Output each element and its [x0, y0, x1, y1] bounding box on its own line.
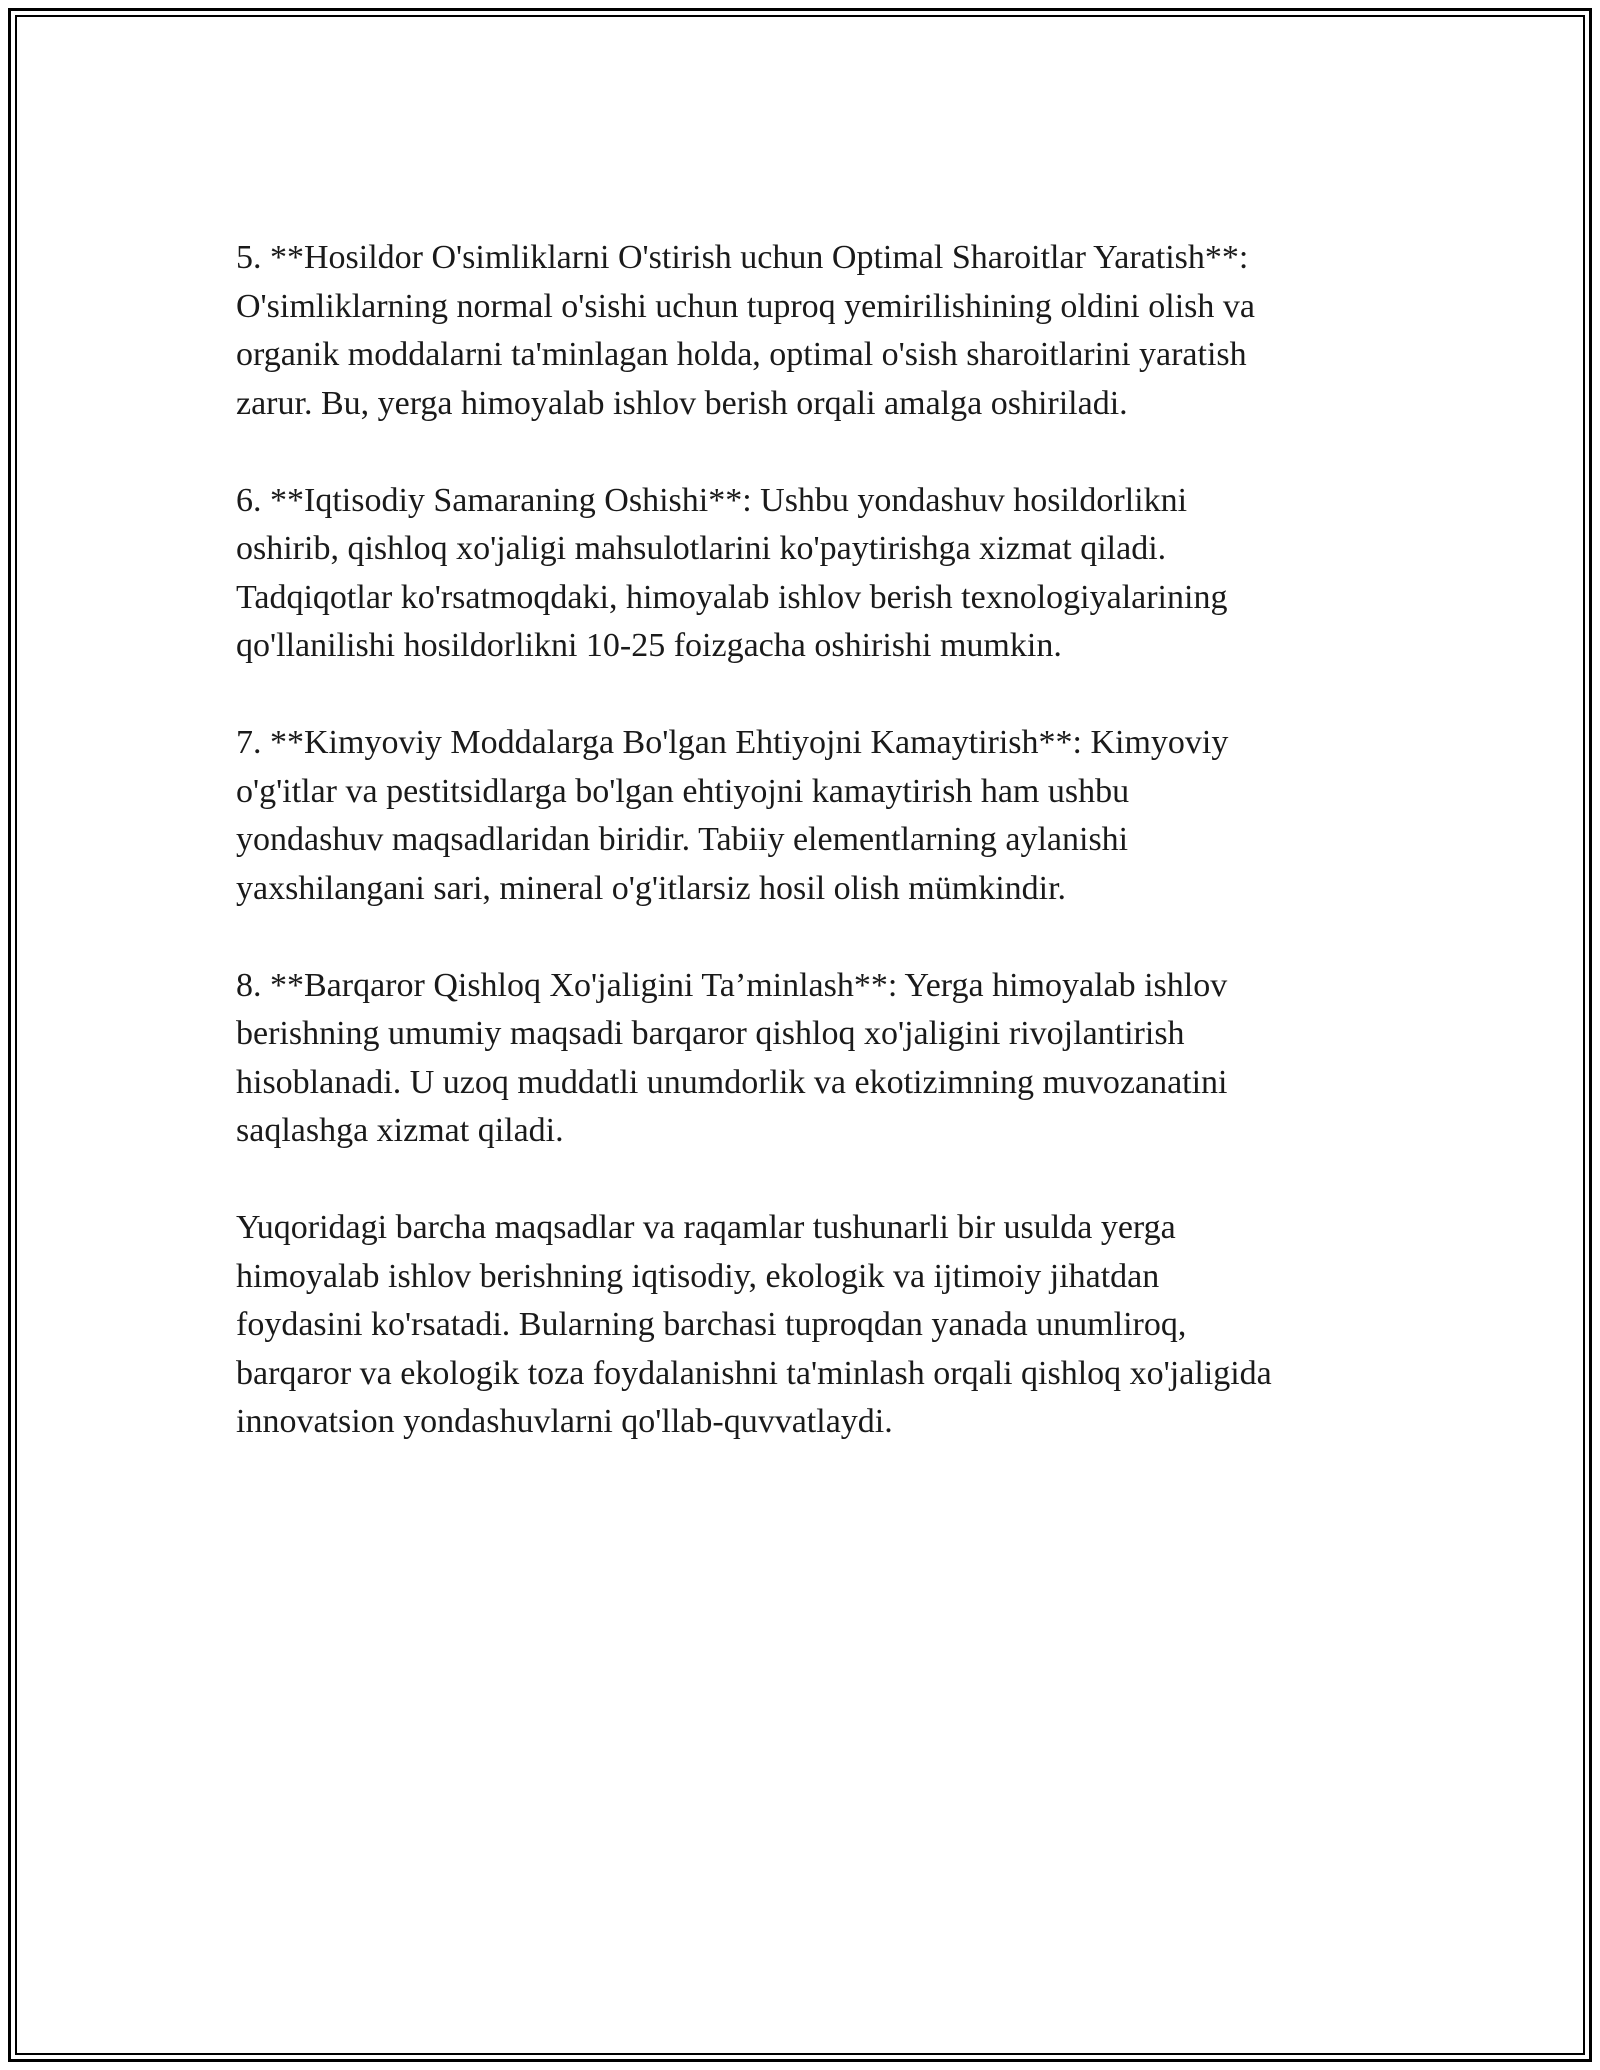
paragraph-item-5: 5. **Hosildor O'simliklarni O'stirish uchun Optimal Sharoitlar Yaratish**: O'simliklarning normal o'sishi uchun tuproq yemirilishining oldini olish va organik moddalarni ta'minlagan holda, optimal o'sish sharoitlarini yaratish zarur. Bu, yerga himoyalab ishlov berish orqali amalga oshiriladi. [236, 239, 1255, 422]
paragraph-summary: Yuqoridagi barcha maqsadlar va raqamlar tushunarli bir usulda yerga himoyalab ishlov berishning iqtisodiy, ekologik va ijtimoiy jihatdan foydasini ko'rsatadi. Bularning barchasi tuproqdan yanada unumliroq, barqaror va ekologik toza foydalanishni ta'minlash orqali qishloq xo'jaligida innovatsion yondashuvlarni qo'llab-quvvatlaydi. [236, 1209, 1272, 1440]
paragraph-item-7: 7. **Kimyoviy Moddalarga Bo'lgan Ehtiyojni Kamaytirish**: Kimyoviy o'g'itlar va pestitsidlarga bo'lgan ehtiyojni kamaytirish ham ushbu yondashuv maqsadlaridan biridir. Tabiiy elementlarning aylanishi yaxshilangani sari, mineral o'g'itlarsiz hosil olish mümkindir. [236, 724, 1229, 907]
document-body [236, 234, 1376, 1495]
paragraph-item-8: 8. **Barqaror Qishloq Xo'jaligini Ta’minlash**: Yerga himoyalab ishlov berishning umumiy maqsadi barqaror qishloq xo'jaligini rivojlantirish hisoblanadi. U uzoq muddatli unumdorlik va ekotizimning muvozanatini saqlashga xizmat qiladi. [236, 966, 1228, 1149]
paragraph-item-6: 6. **Iqtisodiy Samaraning Oshishi**: Ushbu yondashuv hosildorlikni oshirib, qishloq xo'jaligi mahsulotlarini ko'paytirishga xizmat qiladi. Tadqiqotlar ko'rsatmoqdaki, himoyalab ishlov berish texnologiyalarining qo'llanilishi hosildorlikni 10-25 foizgacha oshirishi mumkin. [236, 481, 1228, 664]
